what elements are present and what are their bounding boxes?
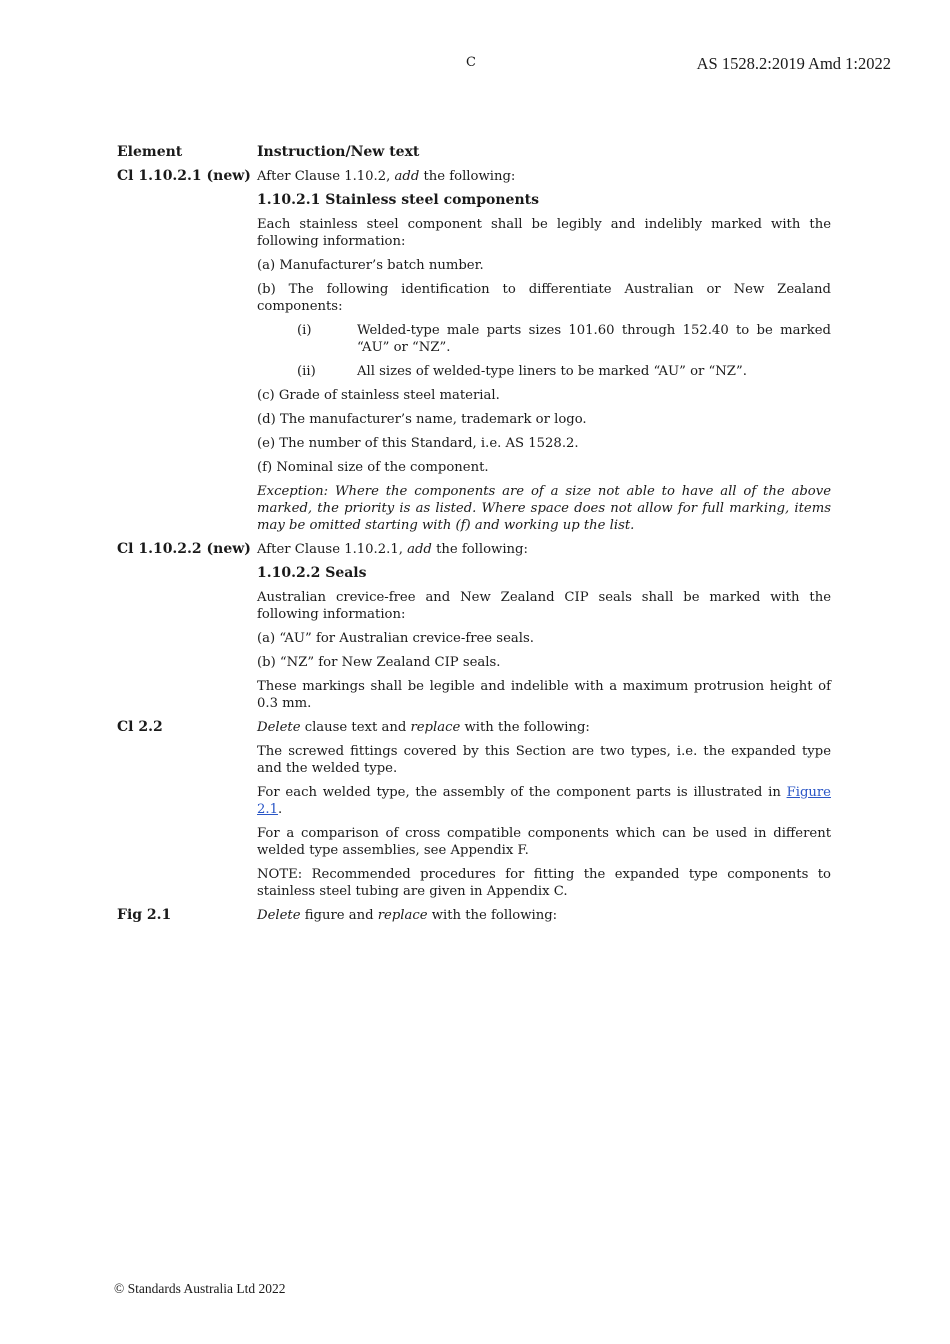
instruction-text: clause text and [300, 720, 411, 735]
page-letter: C [466, 55, 476, 70]
list-item: (a) “AU” for Australian crevice-free seals. [257, 631, 534, 646]
paragraph: The screwed fittings covered by this Section are two types, i.e. the expanded type and the welded type. [257, 744, 831, 776]
instruction-text: with the following: [427, 908, 558, 923]
element-label: Cl 2.2 [117, 719, 163, 735]
list-item: (c) Grade of stainless steel material. [257, 388, 500, 403]
instruction-text: with the following: [460, 720, 590, 735]
paragraph: For a comparison of cross compatible components which can be used in different welded type assemblies, see Appendix F. [257, 826, 831, 858]
exception-note: Exception: Where the components are of a size not able to have all of the above marked, the priority is as listed. Where space does not allow for full marking, items may be omitted starting with (f) and working up the list. [257, 484, 831, 533]
paragraph-text: For each welded type, the assembly of the component parts is illustrated in [257, 785, 787, 800]
instruction-cell [257, 907, 831, 931]
list-item: (a) Manufacturer’s batch number. [257, 258, 484, 273]
instruction-keyword: add [394, 169, 420, 184]
clause-intro: Each stainless steel component shall be legibly and indelibly marked with the following information: [257, 217, 831, 249]
clause-heading: 1.10.2.2 Seals [257, 565, 367, 581]
element-label: Cl 1.10.2.1 (new) [117, 168, 251, 184]
instruction-text: figure and [300, 908, 378, 923]
instruction-cell [257, 168, 831, 541]
list-item: (b) The following identification to differentiate Australian or New Zealand components: [257, 282, 831, 314]
clause-closing: These markings shall be legible and indelible with a maximum protrusion height of 0.3 mm. [257, 679, 831, 711]
note: NOTE: Recommended procedures for fitting the expanded type components to stainless steel tubing are given in Appendix C. [257, 867, 831, 899]
instruction-text: the following: [419, 169, 516, 184]
list-item: (b) “NZ” for New Zealand CIP seals. [257, 655, 501, 670]
instruction-line [257, 168, 831, 185]
table-row [117, 541, 831, 719]
column-header-instruction: Instruction/New text [257, 144, 420, 160]
instruction-cell [257, 541, 831, 719]
instruction-keyword: Delete [257, 720, 301, 735]
instruction-keyword: Delete [257, 908, 301, 923]
instruction-text: After Clause 1.10.2, [257, 169, 395, 184]
sub-list-text: Welded-type male parts sizes 101.60 through 152.40 to be marked “AU” or “NZ”. [357, 323, 831, 355]
element-label: Cl 1.10.2.2 (new) [117, 541, 251, 557]
list-item: (f) Nominal size of the component. [257, 460, 489, 475]
instruction-keyword: replace [377, 908, 428, 923]
table-row [117, 719, 831, 907]
sub-list-text: All sizes of welded-type liners to be marked “AU” or “NZ”. [357, 364, 747, 379]
document-reference: AS 1528.2:2019 Amd 1:2022 [696, 54, 891, 73]
instruction-line [257, 907, 831, 924]
instruction-line [257, 541, 831, 558]
clause-heading: 1.10.2.1 Stainless steel components [257, 192, 539, 208]
column-header-element: Element [117, 144, 183, 160]
list-item: (e) The number of this Standard, i.e. AS 1528.2. [257, 436, 579, 451]
instruction-keyword: add [407, 542, 432, 557]
table-row [117, 907, 831, 931]
element-label: Fig 2.1 [117, 907, 172, 923]
copyright-footer: © Standards Australia Ltd 2022 [114, 1281, 286, 1296]
table-row [117, 168, 831, 541]
instruction-line [257, 719, 831, 736]
paragraph [257, 784, 831, 818]
sub-list-number: (i) [297, 323, 312, 338]
instruction-cell [257, 719, 831, 907]
sub-list-item [297, 363, 831, 380]
instruction-text: the following: [431, 542, 528, 557]
paragraph-text: . [277, 802, 283, 817]
amendment-table [117, 144, 831, 931]
instruction-text: After Clause 1.10.2.1, [257, 542, 408, 557]
sub-list-item [297, 322, 831, 356]
instruction-keyword: replace [410, 720, 461, 735]
clause-intro: Australian crevice-free and New Zealand CIP seals shall be marked with the following information: [257, 590, 831, 622]
list-item: (d) The manufacturer’s name, trademark or logo. [257, 412, 587, 427]
table-header-row [117, 144, 831, 168]
figure-2-1-link[interactable]: Figure 2.1 [257, 785, 831, 817]
sub-list-number: (ii) [297, 364, 316, 379]
